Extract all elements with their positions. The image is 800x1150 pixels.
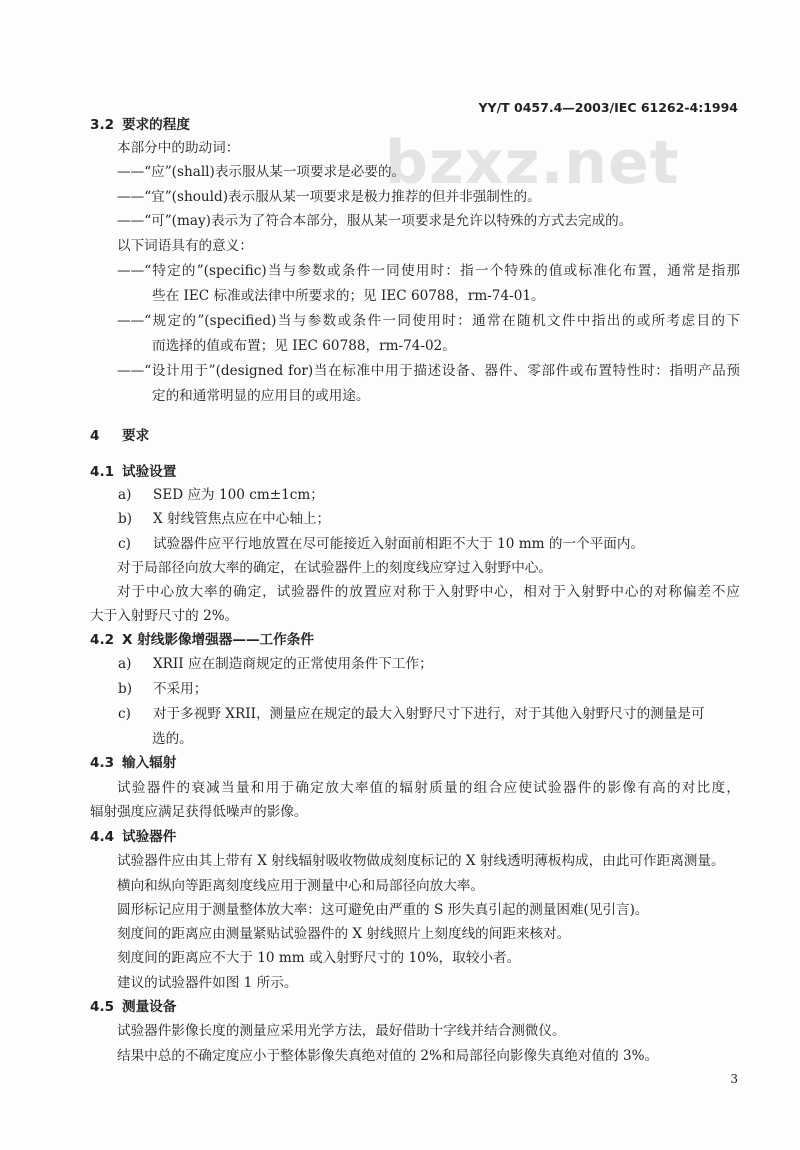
- paragraph-line: 对于中心放大率的确定，试验器件的放置应对称于入射野中心，相对于入射野中心的对称偏差不应: [117, 584, 740, 600]
- list-item-text: X 射线管焦点应在中心轴上；: [153, 511, 331, 527]
- section-title: 试验器件: [122, 829, 177, 845]
- list-item-text: 试验器件应平行地放置在尽可能接近入射面前相距不大于 10 mm 的一个平面内。: [153, 536, 645, 552]
- paragraph-line: 些在 IEC 标准或法律中所要求的；见 IEC 60788，rm-74-01。: [152, 288, 545, 304]
- paragraph-line: 刻度间的距离应由测量紧贴试验器件的 X 射线照片上刻度线的间距来核对。: [117, 926, 571, 942]
- list-item-text: SED 应为 100 cm±1cm；: [153, 487, 324, 503]
- list-item-label: c): [118, 706, 131, 722]
- section-number: 4.5: [90, 999, 115, 1015]
- section-heading: [90, 631, 314, 649]
- list-item-label: b): [118, 511, 133, 527]
- section-title: 输入辐射: [122, 755, 177, 771]
- section-heading: [90, 828, 176, 846]
- paragraph-line: 大于入射野尺寸的 2%。: [90, 608, 239, 624]
- paragraph-line: 本部分中的助动词：: [117, 140, 240, 156]
- paragraph-line: ——“应”(shall)表示服从某一项要求是必要的。: [117, 164, 406, 180]
- section-number: 3.2: [90, 117, 115, 133]
- section-title: 要求的程度: [122, 117, 190, 133]
- section-number: 4.4: [90, 829, 115, 845]
- list-item: [118, 655, 433, 673]
- list-item: [118, 680, 207, 698]
- list-item: [118, 705, 705, 723]
- list-item-label: a): [118, 656, 132, 672]
- list-item-text: 不采用；: [153, 681, 208, 697]
- paragraph-line: ——“设计用于”(designed for)当在标准中用于描述设备、器件、零部件或布置特性时：指明产品预: [117, 363, 740, 379]
- section-number: 4.1: [90, 464, 115, 480]
- section-title: X 射线影像增强器——工作条件: [122, 632, 314, 648]
- list-item: [118, 535, 644, 553]
- paragraph-line: 横向和纵向等距离刻度线应用于测量中心和局部径向放大率。: [117, 878, 485, 894]
- section-heading: [90, 463, 176, 481]
- paragraph-line: 辐射强度应满足获得低噪声的影像。: [90, 804, 308, 820]
- paragraph-line: 结果中总的不确定度应小于整体影像失真绝对值的 2%和局部径向影像失真绝对值的 3%。: [117, 1048, 659, 1064]
- section-number: 4.2: [90, 632, 115, 648]
- section-heading: [90, 754, 176, 772]
- paragraph-line: 选的。: [152, 731, 193, 747]
- paragraph-line: ——“可”(may)表示为了符合本部分，服从某一项要求是允许以特殊的方式去完成的。: [117, 213, 633, 229]
- list-item-text: XRII 应在制造商规定的正常使用条件下工作；: [153, 656, 433, 672]
- paragraph-line: 试验器件的衰减当量和用于确定放大率值的辐射质量的组合应使试验器件的影像有高的对比度，: [117, 780, 740, 796]
- section-heading: [90, 116, 190, 134]
- list-item-label: a): [118, 487, 132, 503]
- paragraph-line: 刻度间的距离应不大于 10 mm 或入射野尺寸的 10%，取较小者。: [117, 950, 521, 966]
- paragraph-line: 对于局部径向放大率的确定，在试验器件上的刻度线应穿过入射野中心。: [117, 560, 552, 576]
- list-item-label: b): [118, 681, 133, 697]
- paragraph-line: 试验器件应由其上带有 X 射线辐射吸收物做成刻度标记的 X 射线透明薄板构成，由此可作距离测量。: [117, 853, 725, 869]
- paragraph-line: ——“特定的”(specific)当与参数或条件一同使用时：指一个特殊的值或标准化布置，通常是指那: [117, 263, 740, 279]
- section-number: 4.3: [90, 755, 115, 771]
- paragraph-line: ——“规定的”(specified)当与参数或条件一同使用时：通常在随机文件中指出的或所考虑目的下: [117, 313, 740, 329]
- paragraph-line: 圆形标记应用于测量整体放大率：这可避免由严重的 S 形失真引起的测量困难(见引言)。: [117, 902, 649, 918]
- paragraph-line: 定的和通常明显的应用目的或用途。: [152, 388, 370, 404]
- section-title: 试验设置: [122, 464, 177, 480]
- section-heading: [90, 998, 176, 1016]
- section-title: 测量设备: [122, 999, 177, 1015]
- list-item: [118, 486, 324, 504]
- paragraph-line: 而选择的值或布置；见 IEC 60788，rm-74-02。: [152, 338, 456, 354]
- paragraph-line: 以下词语具有的意义：: [117, 238, 253, 254]
- paragraph-line: 建议的试验器件如图 1 所示。: [117, 975, 298, 991]
- section-heading: [90, 427, 149, 445]
- page-number: 3: [730, 1072, 738, 1086]
- paragraph-line: ——“宜”(should)表示服从某一项要求是极力推荐的但并非强制性的。: [117, 189, 541, 205]
- section-number: 4: [90, 428, 100, 444]
- list-item-label: c): [118, 536, 131, 552]
- watermark: bzxz.net: [385, 128, 680, 198]
- section-title: 要求: [122, 428, 150, 444]
- paragraph-line: 试验器件影像长度的测量应采用光学方法，最好借助十字线并结合测微仪。: [117, 1023, 566, 1039]
- standard-number-header: YY/T 0457.4—2003/IEC 61262-4:1994: [478, 100, 738, 115]
- list-item: [118, 510, 330, 528]
- list-item-text: 对于多视野 XRII，测量应在规定的最大入射野尺寸下进行，对于其他入射野尺寸的测量是可: [153, 706, 705, 722]
